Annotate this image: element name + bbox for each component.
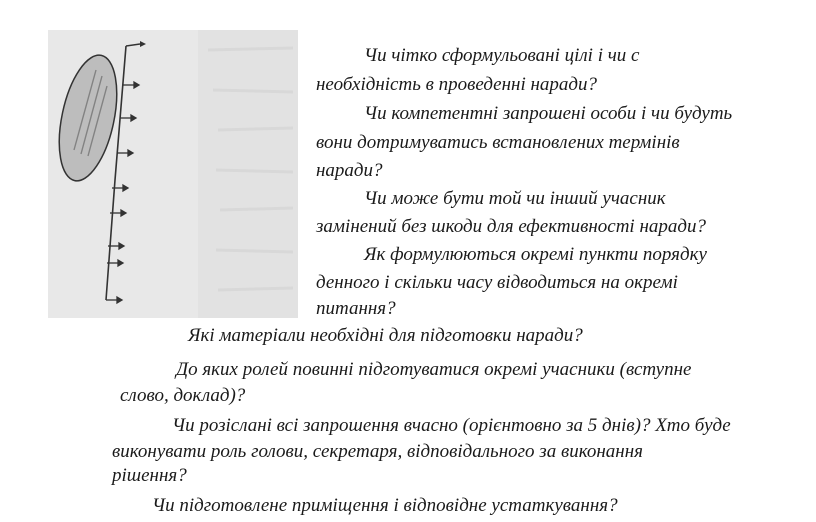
question-4-line-3: питання?: [316, 298, 396, 319]
question-2-line-3: наради?: [316, 160, 383, 181]
question-4-line-2: денного і скільки часу відводиться на окремі: [316, 272, 678, 293]
question-6-line-1: До яких ролей повинні підготуватися окремі учасники (вступне: [176, 359, 692, 380]
question-3-line-2: замінений без шкоди для ефективності наради?: [316, 216, 706, 237]
question-7-line-3: рішення?: [112, 465, 187, 486]
question-7-line-2: виконувати роль голови, секретаря, відповідального за виконання: [112, 441, 643, 462]
question-7-line-1: Чи розіслані всі запрошення вчасно (орієнтовно за 5 днів)? Хто буде: [172, 415, 731, 436]
question-2-line-2: вони дотримуватись встановлених термінів: [316, 132, 680, 153]
question-8-line-1: Чи підготовлене приміщення і відповідне устаткування?: [152, 495, 618, 516]
question-4-line-1: Як формулюються окремі пункти порядку: [364, 244, 707, 265]
question-5-line-1: Які матеріали необхідні для підготовки наради?: [188, 325, 583, 346]
question-1-line-2: необхідність в проведенні наради?: [316, 74, 598, 95]
question-6-line-2: слово, доклад)?: [120, 385, 246, 406]
question-3-line-1: Чи може бути той чи інший учасник: [364, 188, 666, 209]
checklist-diagram: [48, 30, 298, 318]
question-2-line-1: Чи компетентні запрошені особи і чи будуть: [364, 103, 733, 124]
question-1-line-1: Чи чітко сформульовані цілі і чи с: [364, 45, 640, 66]
scanned-diagram-image: [48, 30, 298, 318]
